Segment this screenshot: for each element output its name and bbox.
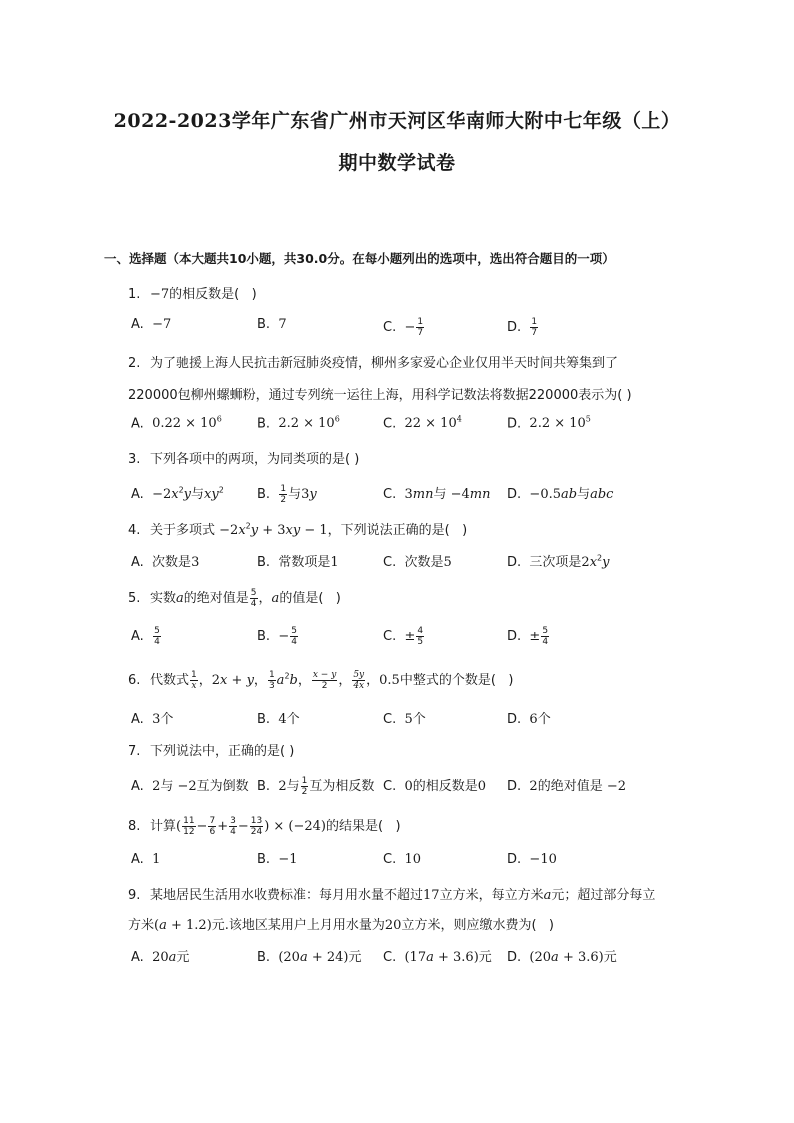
option-a[interactable]: A. 2与 −2互为倒数 xyxy=(131,779,249,794)
option-c[interactable]: C. 次数是5 xyxy=(383,555,452,570)
question-9-stem-line1: 9. 某地居民生活用水收费标准：每月用水量不超过17立方米，每立方米a元；超过部分每立 xyxy=(128,888,656,903)
option-d[interactable]: D. ± $\frac{5}{4}$ xyxy=(507,626,549,647)
option-a[interactable]: A. 次数是3 xyxy=(131,555,200,570)
option-c[interactable]: C. 3mn与 −4mn xyxy=(383,487,491,502)
option-d[interactable]: D. −0.5ab与abc xyxy=(507,487,614,502)
question-9-options xyxy=(131,946,731,966)
question-7-options xyxy=(131,775,731,795)
option-c[interactable]: C. 10 xyxy=(383,852,422,867)
option-b[interactable]: B. 常数项是1 xyxy=(257,555,339,570)
option-c[interactable]: C. 5个 xyxy=(383,712,426,727)
question-number: 8. xyxy=(128,819,141,834)
question-2-stem-line2: 220000包柳州螺蛳粉，通过专列统一运往上海，用科学记数法将数据220000表示为( ) xyxy=(128,388,632,403)
question-5-stem: 5. 实数a的绝对值是 $\frac{5}{4}$ ，a的值是( ) xyxy=(128,588,341,609)
question-4-stem: 4. 关于多项式 $-2x^2y + 3xy - 1$，下列说法正确的是( ) xyxy=(128,521,468,538)
option-b[interactable]: B. 2与 $\frac{1}{2}$ 互为相反数 xyxy=(257,776,375,797)
option-b[interactable]: B. $\frac{1}{2}$ 与3y xyxy=(257,484,317,505)
option-d[interactable]: D. $2.2 \times 10^5$ xyxy=(507,415,591,432)
question-2-options xyxy=(131,415,731,435)
stem-text: 下列说法中，正确的是( ) xyxy=(150,744,295,759)
option-d[interactable]: D. (20a + 3.6)元 xyxy=(507,950,617,965)
question-number: 1. xyxy=(128,287,141,302)
option-b[interactable]: B. (20a + 24)元 xyxy=(257,950,362,965)
option-d[interactable]: D. $\frac{1}{7}$ xyxy=(507,317,538,338)
question-8-stem: 8. 计算( $\frac{11}{12}$ − $\frac{7}{6}$ + $\frac{3}{4}$ − $\frac{13}{24}$ ) × (−24)的结果是( ) xyxy=(128,816,401,837)
option-d[interactable]: D. −10 xyxy=(507,852,557,867)
question-3-stem xyxy=(128,448,359,467)
option-a[interactable]: A. 1 xyxy=(131,852,161,867)
question-1-stem: 1. −7的相反数是( ) xyxy=(128,287,257,302)
question-number: 3. xyxy=(128,452,141,467)
option-a[interactable]: A. $-2x^2y$与$xy^2$ xyxy=(131,485,224,502)
option-c[interactable]: C. (17a + 3.6)元 xyxy=(383,950,492,965)
question-number: 7. xyxy=(128,744,141,759)
exam-title-line1: 2022-2023学年广东省广州市天河区华南师大附中七年级（上） xyxy=(113,110,681,132)
question-6-stem: 6. 代数式 $\frac{1}{x}$ ，2x + y， $\frac{1}{3}$ $a^2b$， $\frac{x - y}{2}$ ， $\frac{5y}{4x}$ ，0.5中整式的个数是( ) xyxy=(128,670,514,691)
question-6-options xyxy=(131,708,731,728)
option-a[interactable]: A. 3个 xyxy=(131,712,174,727)
option-b[interactable]: B. − $\frac{5}{4}$ xyxy=(257,626,297,647)
option-b[interactable]: B. $2.2 \times 10^6$ xyxy=(257,415,340,432)
option-a[interactable]: A. $\frac{5}{4}$ xyxy=(131,626,160,647)
option-a[interactable]: A. $0.22 \times 10^6$ xyxy=(131,415,222,432)
question-number: 5. xyxy=(128,591,141,606)
option-a[interactable]: A. −7 xyxy=(131,317,172,332)
question-5-options xyxy=(131,626,731,646)
question-1-options xyxy=(131,317,731,337)
option-c[interactable]: C. 0的相反数是0 xyxy=(383,779,487,794)
question-4-options xyxy=(131,551,731,571)
option-d[interactable]: D. 三次项是$2x^2y$ xyxy=(507,553,610,570)
option-c[interactable]: C. $22 \times 10^4$ xyxy=(383,415,462,432)
stem-text: 下列各项中的两项，为同类项的是( ) xyxy=(150,452,360,467)
option-b[interactable]: B. 7 xyxy=(257,317,287,332)
question-number: 6. xyxy=(128,673,141,688)
question-number: 2. xyxy=(128,356,141,371)
option-c[interactable]: C. ± $\frac{4}{5}$ xyxy=(383,626,424,647)
question-7-stem xyxy=(128,740,294,759)
section-heading: 一、选择题（本大题共10小题，共30.0分。在每小题列出的选项中，选出符合题目的一项） xyxy=(104,251,615,266)
option-d[interactable]: D. 6个 xyxy=(507,712,551,727)
exam-title-line2: 期中数学试卷 xyxy=(338,152,456,174)
question-number: 9. xyxy=(128,888,141,903)
question-2-stem-line1 xyxy=(128,352,618,371)
question-number: 4. xyxy=(128,523,141,538)
option-c[interactable]: C. − $\frac{1}{7}$ xyxy=(383,317,424,338)
option-d[interactable]: D. 2的绝对值是 −2 xyxy=(507,779,627,794)
option-a[interactable]: A. 20a元 xyxy=(131,950,190,965)
option-b[interactable]: B. −1 xyxy=(257,852,298,867)
option-b[interactable]: B. 4个 xyxy=(257,712,300,727)
stem-text: 为了驰援上海人民抗击新冠肺炎疫情，柳州多家爱心企业仅用半天时间共筹集到了 xyxy=(150,356,619,371)
question-8-options xyxy=(131,852,731,872)
question-9-stem-line2: 方米(a + 1.2)元.该地区某用户上月用水量为20立方米，则应缴水费为( ) xyxy=(128,918,554,933)
question-3-options xyxy=(131,483,731,503)
